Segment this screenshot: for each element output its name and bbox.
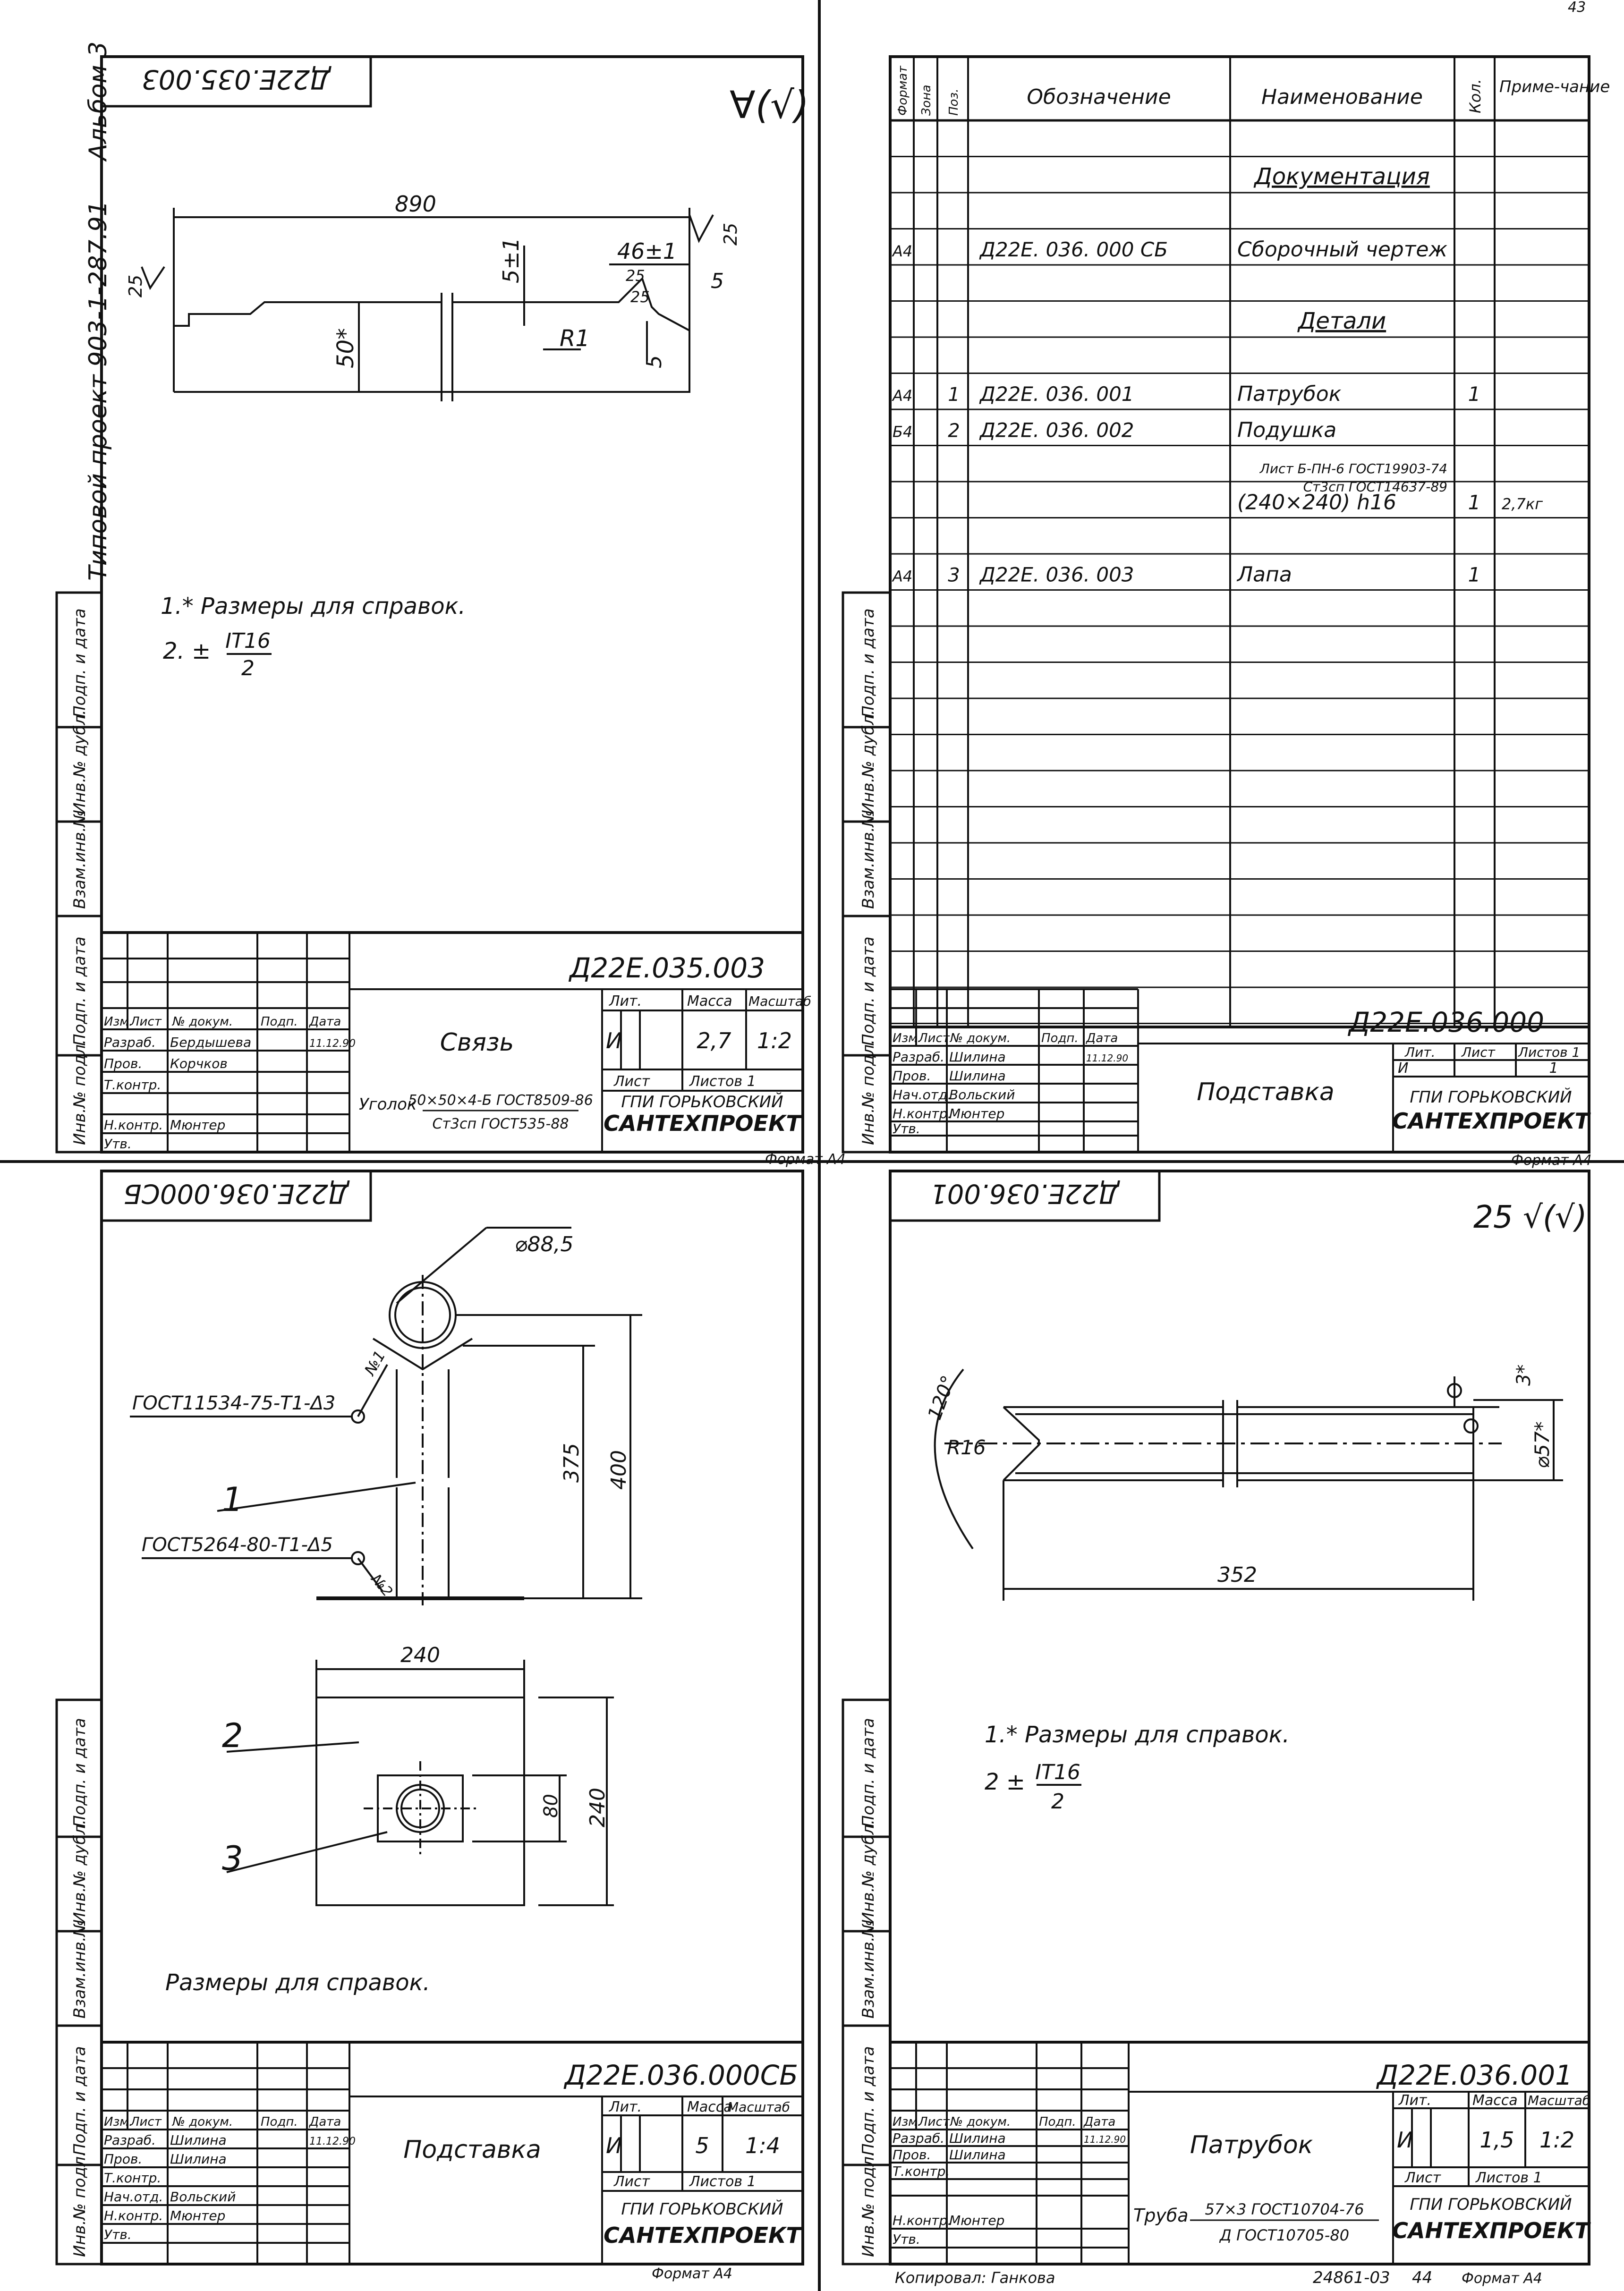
- s2-tb-h1: Лист: [918, 1031, 950, 1045]
- s1-radius: R1: [560, 325, 590, 352]
- s3-role-1: Пров.: [104, 2151, 143, 2167]
- spec-pos-cell: 1: [948, 384, 960, 406]
- s4-angle: 120°: [924, 1373, 960, 1423]
- s1-part-drawing: [142, 208, 713, 401]
- s3-stamp-1: Подп. и дата: [70, 1718, 89, 1827]
- s1-rough-2: 25: [125, 274, 146, 297]
- s4-mat-label: Труба: [1133, 2205, 1189, 2226]
- s2-org-2: САНТЕХПРОЕКТ: [1392, 1108, 1590, 1134]
- s2-stamp-3: Взам.инв.№: [859, 810, 878, 909]
- s3-pos-2: 2: [222, 1716, 243, 1755]
- s3-dim-240-side: 240: [586, 1788, 610, 1827]
- s1-tb-h4: Дата: [309, 1015, 341, 1029]
- s3-tb-h3: Подп.: [261, 2115, 298, 2129]
- s4-name-0: Шилина: [949, 2130, 1006, 2146]
- sheet-3: [57, 1171, 803, 2282]
- s2-h-format: Формат: [896, 66, 910, 116]
- s2-sheets-value: 1: [1549, 1060, 1558, 1077]
- s4-note-2: 2 ±: [985, 1769, 1026, 1795]
- s2-spec-table: [890, 57, 1589, 1027]
- spec-code-cell: Д22Е. 036. 003: [980, 563, 1134, 586]
- s4-mass-value: 1,5: [1479, 2127, 1514, 2153]
- s1-mat-label: Уголок: [359, 1095, 417, 1114]
- s3-dim-400: 400: [607, 1450, 631, 1490]
- corner-number: 43: [1568, 0, 1586, 16]
- spec-format-cell: А4: [893, 387, 913, 405]
- s4-role-1: Пров.: [893, 2147, 931, 2163]
- s1-mass-label: Масса: [687, 993, 732, 1010]
- s3-pos-1: 1: [222, 1480, 243, 1519]
- s1-sheets-label: Листов 1: [689, 1073, 756, 1090]
- s1-stamp-4: Подп. и дата: [70, 936, 89, 1046]
- s3-weld-2: ГОСТ5264-80-Т1-Δ5: [142, 1534, 333, 1556]
- s3-format: Формат А4: [652, 2266, 732, 2282]
- spec-pos-cell: 2: [948, 420, 960, 442]
- spec-qty-cell: 1: [1468, 491, 1481, 514]
- s3-role-4: Н.контр.: [104, 2208, 163, 2223]
- s3-name-0: Шилина: [170, 2132, 227, 2148]
- s4-date-0: 11.12.90: [1084, 2134, 1126, 2145]
- s1-note-2-num: IT16: [225, 629, 271, 653]
- spec-name-cell: (240×240) h16: [1237, 490, 1397, 515]
- s4-note-2-num: IT16: [1035, 1760, 1080, 1784]
- s1-rough-3: 25: [626, 267, 645, 285]
- s3-stamp-4: Подп. и дата: [70, 2046, 89, 2155]
- s1-tb-h3: Подп.: [261, 1015, 298, 1029]
- side-project-caption: Типовой проект 903-1-287.91: [84, 200, 112, 581]
- s3-weld-n2: №2: [367, 1571, 396, 1600]
- s3-mass-value: 5: [695, 2133, 709, 2158]
- s4-lit-label: Лит.: [1399, 2092, 1432, 2109]
- s3-date-0: 11.12.90: [309, 2136, 356, 2147]
- s1-dim-50: 50*: [332, 328, 359, 368]
- s4-tb-h0: Изм.: [893, 2115, 922, 2129]
- s3-org-1: ГПИ ГОРЬКОВСКИЙ: [621, 2200, 783, 2219]
- spec-material-cell: Ст3сп ГОСТ14637-89: [1303, 479, 1447, 495]
- spec-format-cell: Б4: [893, 423, 913, 441]
- s2-lit-label: Лит.: [1405, 1044, 1436, 1060]
- s2-sheet-label: Лист: [1462, 1044, 1495, 1060]
- side-album-caption: Альбом 3: [84, 41, 112, 161]
- footer-inv-number: 24861-03: [1313, 2268, 1390, 2287]
- s2-h-code: Обозначение: [1027, 85, 1171, 109]
- s4-top-code: Д22Е.036.001: [930, 1178, 1119, 1209]
- s3-dim-80: 80: [540, 1794, 562, 1818]
- s1-dim-46: 46±1: [617, 238, 677, 264]
- s1-name-3: Мюнтер: [170, 1117, 226, 1133]
- s3-sheets-label: Листов 1: [689, 2173, 756, 2190]
- s1-mat-num: 50×50×4-Б ГОСТ8509-86: [408, 1092, 593, 1109]
- s4-stamp-4: Подп. и дата: [859, 2046, 878, 2155]
- s3-stamp-3: Взам.инв.№: [70, 1919, 89, 2019]
- s4-tb-h1: Лист: [918, 2115, 950, 2129]
- s4-role-3: Н.контр.: [893, 2213, 952, 2228]
- s2-name-0: Шилина: [949, 1049, 1006, 1065]
- s3-note: Размеры для справок.: [165, 1969, 430, 1996]
- s3-weld-1: ГОСТ11534-75-Т1-Δ3: [132, 1392, 336, 1414]
- s4-title: Патрубок: [1190, 2131, 1313, 2159]
- s3-assembly-plan: [227, 1660, 614, 1905]
- s2-date-0: 11.12.90: [1086, 1052, 1129, 1064]
- s1-role-0: Разраб.: [104, 1035, 156, 1050]
- s1-scale-value: 1:2: [757, 1028, 792, 1053]
- s4-stamp-2: Инв.№ дубл.: [859, 1819, 878, 1924]
- s2-h-qty: Кол.: [1466, 79, 1484, 113]
- s1-lit-label: Лит.: [609, 993, 642, 1010]
- s3-tb-h1: Лист: [130, 2115, 162, 2129]
- s1-date-0: 11.12.90: [309, 1038, 356, 1050]
- s3-lit-label: Лит.: [609, 2099, 642, 2115]
- s3-stamp-5: Инв.№ подл.: [70, 2151, 89, 2257]
- s4-scale-label: Масштаб: [1528, 2093, 1591, 2108]
- s2-name-3: Мюнтер: [949, 1106, 1005, 1121]
- s3-code: Д22Е.036.000СБ: [564, 2059, 798, 2091]
- footer-page: 44: [1412, 2268, 1433, 2287]
- s1-top-code: Д22Е.035.003: [142, 64, 331, 94]
- s3-sheet-label: Лист: [614, 2173, 650, 2190]
- s3-title: Подставка: [403, 2136, 541, 2164]
- s2-format: Формат А4: [1511, 1152, 1592, 1169]
- s3-dim-375: 375: [560, 1443, 584, 1483]
- s2-h-name: Наименование: [1261, 85, 1423, 109]
- s3-weld-n1: №1: [361, 1347, 389, 1378]
- s2-h-zone: Зона: [919, 85, 934, 116]
- s3-tb-h4: Дата: [309, 2115, 341, 2129]
- s3-dim-240-top: 240: [400, 1643, 440, 1667]
- s4-radius: R16: [947, 1436, 986, 1459]
- s1-lit-value: И: [606, 1028, 622, 1053]
- s3-name-3: Вольский: [170, 2189, 236, 2205]
- s1-role-3: Н.контр.: [104, 1117, 163, 1133]
- s2-role-3: Н.контр.: [893, 1106, 952, 1121]
- s4-mat-den: Д ГОСТ10705-80: [1219, 2226, 1350, 2244]
- s2-tb-h4: Дата: [1086, 1031, 1118, 1045]
- sheet-4: [843, 1171, 1591, 2264]
- s1-note-2: 2. ±: [163, 638, 211, 664]
- s4-role-4: Утв.: [893, 2232, 920, 2247]
- s4-name-1: Шилина: [949, 2147, 1006, 2163]
- spec-section-heading: Документация: [1254, 163, 1430, 190]
- s1-org-2: САНТЕХПРОЕКТ: [604, 1111, 801, 1136]
- spec-code-cell: Д22Е. 036. 000 СБ: [980, 238, 1168, 261]
- spec-format-cell: А4: [893, 242, 913, 260]
- spec-name-cell: Сборочный чертеж: [1237, 238, 1448, 262]
- s3-pipe-diameter: ⌀88,5: [515, 1232, 574, 1256]
- s4-code: Д22Е.036.001: [1377, 2059, 1573, 2091]
- s1-tb-h2: № докум.: [172, 1015, 233, 1029]
- s4-stamp-5: Инв.№ подл.: [859, 2151, 878, 2257]
- s1-role-1: Пров.: [104, 1056, 143, 1071]
- s4-note-1: 1.* Размеры для справок.: [985, 1722, 1290, 1748]
- s1-stamp-2: Инв.№ дубл.: [70, 710, 89, 815]
- spec-name-cell: Подушка: [1237, 418, 1337, 442]
- s4-stamp-3: Взам.инв.№: [859, 1919, 878, 2019]
- s2-role-0: Разраб.: [893, 1049, 945, 1065]
- spec-name-cell: Лапа: [1237, 562, 1292, 587]
- s2-stamp-4: Подп. и дата: [859, 936, 878, 1046]
- s1-dim-5b: 5: [642, 355, 666, 368]
- s1-tb-h1: Лист: [130, 1015, 162, 1029]
- footer-copied: Копировал: Ганкова: [895, 2269, 1055, 2287]
- s2-role-2: Нач.отд.: [893, 1087, 952, 1103]
- s1-rough-1: 25: [720, 222, 741, 246]
- sheet-1: [57, 57, 846, 1168]
- s2-stamp-5: Инв.№ подл.: [859, 1039, 878, 1145]
- s1-note-2-den: 2: [241, 656, 255, 680]
- s4-dim-352: 352: [1217, 1563, 1257, 1587]
- s1-format: Формат А4: [765, 1151, 846, 1168]
- s1-roughness-mark: ∀(√): [730, 83, 809, 127]
- s1-mass-value: 2,7: [697, 1028, 731, 1053]
- s4-sheets-label: Листов 1: [1476, 2170, 1542, 2186]
- s3-pos-3: 3: [222, 1839, 243, 1878]
- spec-material-cell: Лист Б-ПН-6 ГОСТ19903-74: [1259, 461, 1447, 476]
- s2-tb-h2: № докум.: [950, 1031, 1011, 1045]
- spec-code-cell: Д22Е. 036. 002: [980, 418, 1134, 442]
- s2-name-1: Шилина: [949, 1068, 1006, 1084]
- s1-code: Д22Е.035.003: [569, 952, 765, 984]
- s1-name-1: Корчков: [170, 1056, 228, 1071]
- s4-scale-value: 1:2: [1539, 2127, 1575, 2153]
- s4-sheet-label: Лист: [1405, 2170, 1441, 2186]
- s3-org-2: САНТЕХПРОЕКТ: [604, 2223, 801, 2248]
- s3-role-5: Утв.: [104, 2227, 132, 2242]
- s1-note-1: 1.* Размеры для справок.: [161, 593, 466, 619]
- s4-dim-chamfer: 3*: [1513, 1364, 1535, 1386]
- s3-role-0: Разраб.: [104, 2132, 156, 2148]
- s4-role-2: Т.контр.: [893, 2164, 950, 2179]
- s2-h-pos: Поз.: [947, 88, 961, 116]
- s4-tb-h4: Дата: [1084, 2115, 1116, 2129]
- s4-lit-value: И: [1397, 2127, 1413, 2153]
- s2-org-1: ГПИ ГОРЬКОВСКИЙ: [1410, 1088, 1572, 1107]
- footer-format: Формат А4: [1462, 2270, 1542, 2287]
- sheet-2: [843, 57, 1610, 1169]
- s3-scale-value: 1:4: [745, 2133, 781, 2158]
- s2-stamp-1: Подп. и дата: [859, 608, 878, 718]
- s3-role-3: Нач.отд.: [104, 2189, 163, 2205]
- s2-code: Д22Е.036.000: [1348, 1006, 1544, 1038]
- s3-mass-label: Масса: [687, 2099, 732, 2115]
- s2-tb-h3: Подп.: [1041, 1031, 1079, 1045]
- spec-qty-cell: 1: [1468, 563, 1481, 586]
- s3-name-4: Мюнтер: [170, 2208, 226, 2223]
- s1-stamp-5: Инв.№ подл.: [70, 1039, 89, 1145]
- s1-dim-length: 890: [395, 191, 436, 217]
- s2-role-1: Пров.: [893, 1068, 931, 1084]
- s2-name-2: Вольский: [949, 1087, 1015, 1103]
- s2-stamp-2: Инв.№ дубл.: [859, 710, 878, 815]
- s3-tb-h0: Изм.: [104, 2115, 133, 2129]
- s1-role-2: Т.контр.: [104, 1077, 162, 1093]
- s4-tb-h3: Подп.: [1039, 2115, 1076, 2129]
- s1-tb-h0: Изм.: [104, 1015, 133, 1029]
- spec-code-cell: Д22Е. 036. 001: [980, 382, 1134, 406]
- s1-name-0: Бердышева: [170, 1035, 252, 1050]
- s1-stamp-1: Подп. и дата: [70, 608, 89, 718]
- s3-stamp-2: Инв.№ дубл.: [70, 1819, 89, 1924]
- s1-stamp-3: Взам.инв.№: [70, 810, 89, 909]
- s4-note-2-den: 2: [1051, 1790, 1064, 1814]
- s3-scale-label: Масштаб: [727, 2099, 791, 2115]
- s1-sheet-label: Лист: [614, 1073, 650, 1090]
- s1-dim-5a: 5: [711, 269, 724, 293]
- s2-rows: [892, 163, 1543, 587]
- s4-stamp-1: Подп. и дата: [859, 1718, 878, 1827]
- s2-role-4: Утв.: [893, 1121, 920, 1137]
- s2-lit-value: И: [1398, 1060, 1409, 1077]
- s1-org-1: ГПИ ГОРЬКОВСКИЙ: [621, 1093, 783, 1112]
- spec-note-cell: 2,7кг: [1502, 495, 1543, 513]
- s2-sheets-label: Листов 1: [1518, 1044, 1581, 1060]
- s2-tb-h0: Изм.: [893, 1031, 922, 1045]
- s4-tb-h2: № докум.: [950, 2115, 1011, 2129]
- s1-title: Связь: [440, 1028, 514, 1057]
- s4-dim-diameter: ⌀57*: [1530, 1421, 1554, 1468]
- spec-qty-cell: 1: [1468, 382, 1481, 406]
- s4-org-1: ГПИ ГОРЬКОВСКИЙ: [1410, 2195, 1572, 2214]
- s3-name-1: Шилина: [170, 2151, 227, 2167]
- s4-mat-num: 57×3 ГОСТ10704-76: [1205, 2200, 1364, 2218]
- spec-section-heading: Детали: [1298, 308, 1386, 334]
- spec-pos-cell: 3: [948, 564, 960, 586]
- s4-org-2: САНТЕХПРОЕКТ: [1392, 2218, 1590, 2243]
- s2-title: Подставка: [1197, 1078, 1335, 1106]
- s3-role-2: Т.контр.: [104, 2170, 162, 2186]
- s1-rough-4: 25: [630, 288, 650, 306]
- s3-top-code: Д22Е.036.000СБ: [123, 1178, 349, 1209]
- s4-mass-label: Масса: [1472, 2092, 1518, 2109]
- spec-format-cell: А4: [893, 567, 913, 585]
- s4-roughness-mark: 25 √(√): [1473, 1199, 1587, 1235]
- s4-role-0: Разраб.: [893, 2130, 945, 2146]
- s1-scale-label: Масштаб: [748, 993, 812, 1009]
- spec-name-cell: Патрубок: [1237, 382, 1342, 406]
- s1-role-4: Утв.: [104, 1136, 132, 1152]
- s1-dim-5pm1: 5±1: [498, 237, 524, 283]
- s3-lit-value: И: [606, 2133, 622, 2158]
- s4-name-3: Мюнтер: [949, 2213, 1005, 2228]
- s2-h-note: Приме-чание: [1499, 77, 1610, 96]
- s1-mat-den: Ст3сп ГОСТ535-88: [432, 1116, 569, 1132]
- s3-tb-h2: № докум.: [172, 2115, 233, 2129]
